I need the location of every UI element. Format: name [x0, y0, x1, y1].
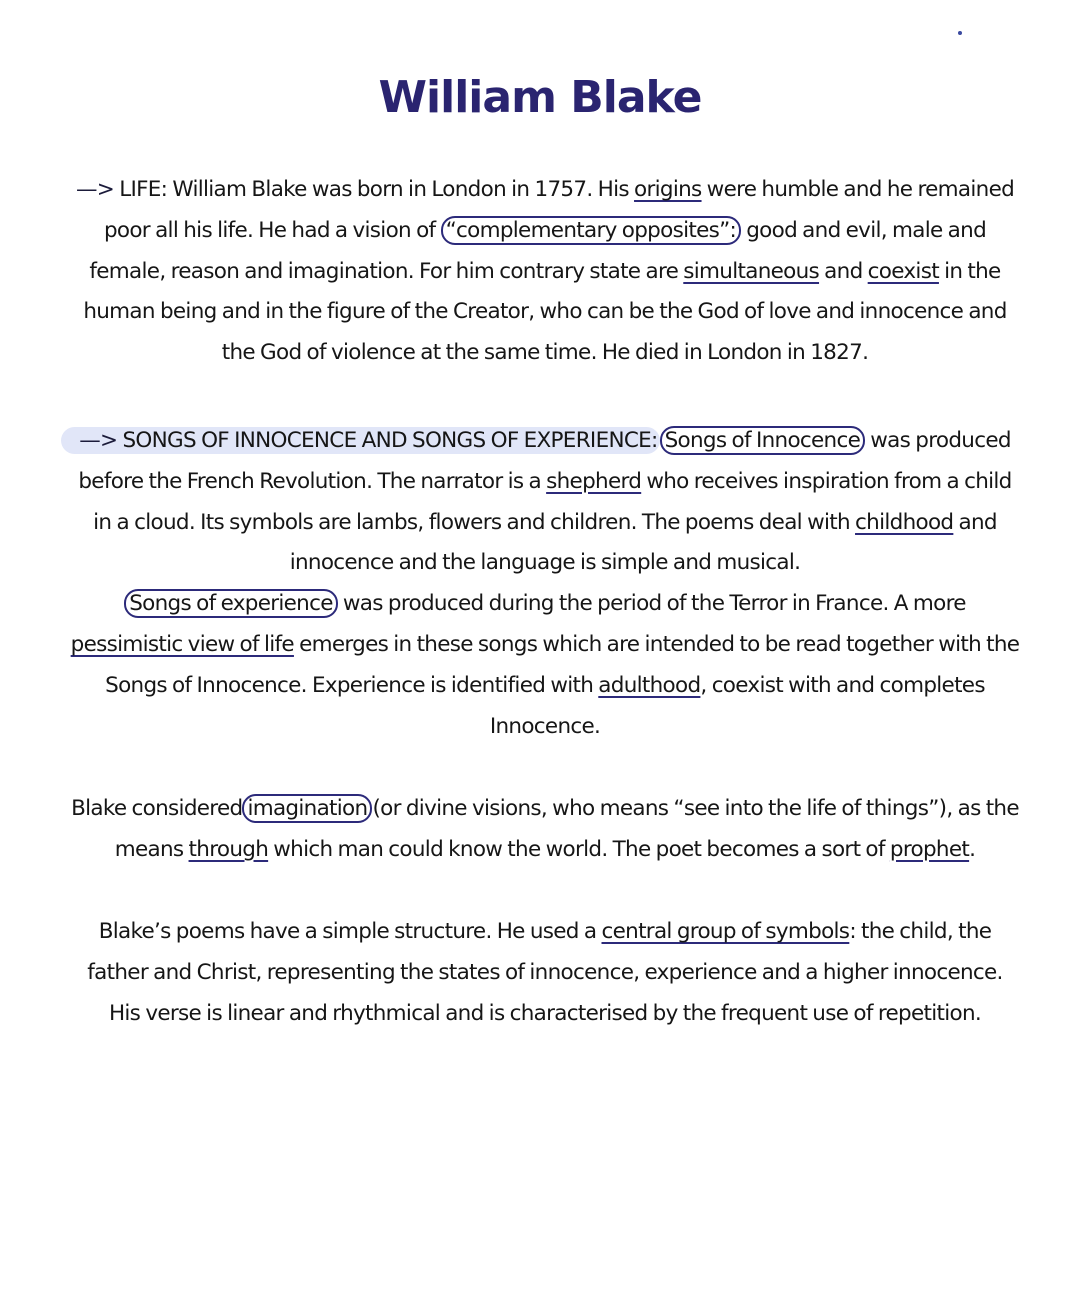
life-heading: LIFE: [119, 177, 168, 202]
underlined-origins: origins [634, 177, 702, 202]
underlined-pessimistic-view: pessimistic view of life [70, 631, 294, 657]
life-text: William Blake was born in London in 1757. His [167, 177, 635, 202]
imagination-text: Blake considered [71, 796, 243, 821]
poems-text: Blake’s poems have a simple structure. He used a [98, 919, 602, 944]
songs-text: was produced during the period of the Terror in France. A more [337, 591, 966, 617]
underlined-central-group-of-symbols: central group of symbols [601, 919, 850, 944]
underlined-childhood: childhood [855, 509, 954, 535]
songs-text: was produced before the French Revolution. The narrator is a [78, 428, 1011, 494]
circled-songs-of-experience: Songs of experience [124, 589, 338, 618]
highlighted-songs-heading [61, 427, 659, 454]
pen-dot [958, 31, 962, 35]
underlined-prophet: prophet [889, 836, 970, 862]
circled-songs-of-innocence: Songs of Innocence [660, 426, 866, 455]
imagination-text: (or divine visions, who means “see into the life of things”), as the means [114, 796, 1019, 862]
imagination-text: . [969, 836, 976, 862]
songs-text: emerges in these songs which are intended to be read together with the Songs of Innocence. Experience is identified with [105, 631, 1020, 698]
arrow-icon: —> [79, 428, 118, 453]
arrow-icon: —> [75, 177, 115, 202]
underlined-through: through [188, 836, 269, 862]
life-text: in the human being and in the figure of the Creator, who can be the God of love and innocence and the God of violence at the same time. He died in London in 1827. [83, 258, 1007, 366]
poems-text: : the child, the father and Christ, representing the states of innocence, experience and a higher innocence. His verse is linear and rhythmical and is characterised by the frequent use of repetition. [87, 919, 1003, 1026]
life-text: good and evil, male and female, reason and imagination. For him contrary state are [89, 217, 987, 284]
underlined-adulthood: adulthood [598, 672, 701, 698]
life-paragraph [70, 170, 1020, 374]
songs-text: , coexist with and completes Innocence. [489, 672, 985, 739]
imagination-text: which man could know the world. The poet becomes a sort of [268, 836, 890, 862]
page-title: William Blake [378, 72, 702, 123]
life-text: and [819, 258, 868, 284]
songs-paragraph [70, 421, 1020, 747]
circled-complementary-opposites: “complementary opposites”: [441, 216, 742, 245]
imagination-paragraph [70, 789, 1020, 871]
underlined-coexist: coexist [867, 258, 939, 284]
songs-text: who receives inspiration from a child in a cloud. Its symbols are lambs, flowers and children. The poems deal with [93, 468, 1012, 535]
songs-text: and innocence and the language is simple and musical. [289, 509, 997, 576]
underlined-simultaneous: simultaneous [683, 258, 820, 284]
songs-heading: SONGS OF INNOCENCE AND SONGS OF EXPERIENCE: [122, 428, 658, 453]
circled-imagination: imagination [242, 794, 372, 823]
underlined-shepherd: shepherd [546, 468, 642, 494]
life-text: were humble and he remained poor all his life. He had a vision of [103, 177, 1015, 243]
poems-paragraph [70, 912, 1020, 1034]
